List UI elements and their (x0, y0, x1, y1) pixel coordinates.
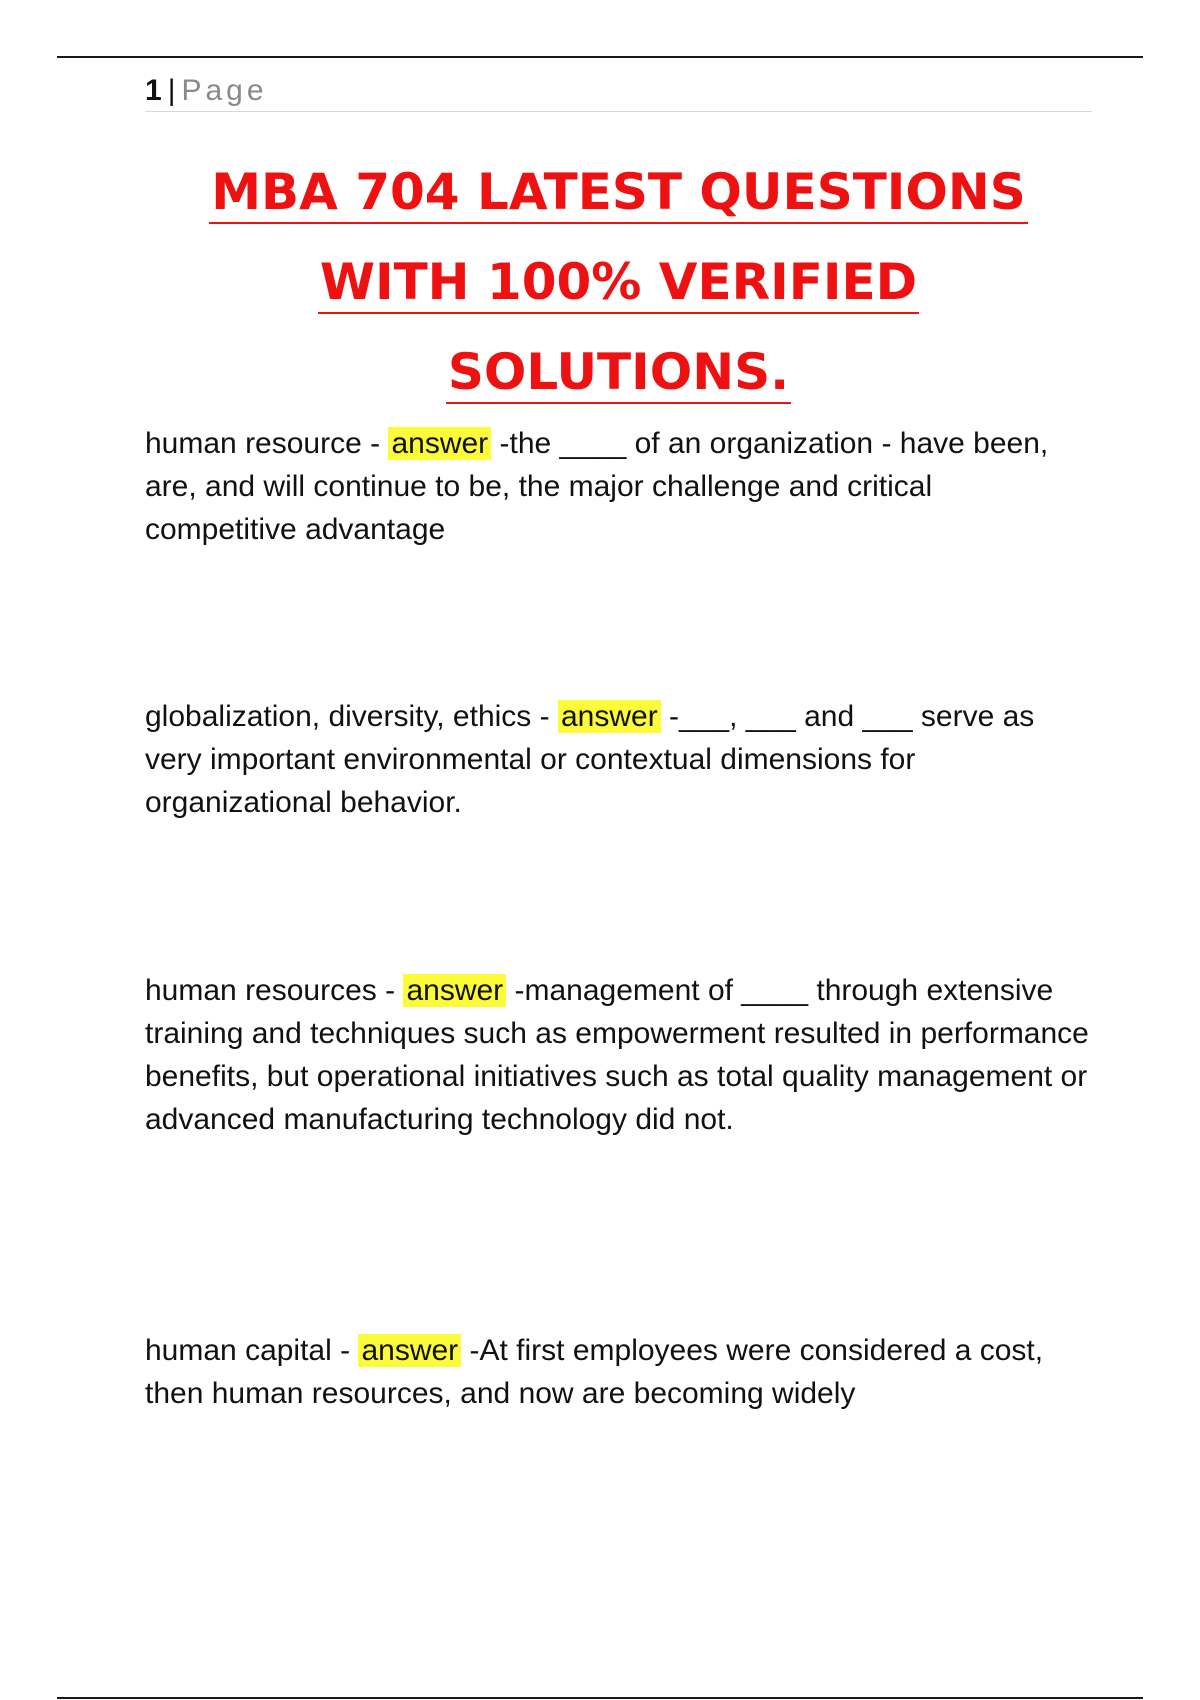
answer-highlight: answer (403, 974, 506, 1007)
top-rule (57, 56, 1143, 58)
bottom-rule (57, 1697, 1143, 1699)
page-header (145, 71, 1092, 112)
qa-entry (145, 422, 1092, 551)
answer-highlight: answer (558, 700, 661, 733)
page-label: Page (181, 74, 268, 107)
answer-highlight: answer (358, 1334, 461, 1367)
entry-term: globalization, diversity, ethics - (145, 700, 558, 733)
title-line-3: SOLUTIONS. (446, 342, 791, 404)
entry-definition: -___, ___ and ___ serve as very important environmental or contextual dimensions for organizational behavior. (145, 700, 1035, 819)
qa-entry (145, 1329, 1092, 1415)
title-line-1: MBA 704 LATEST QUESTIONS (209, 162, 1028, 224)
entry-term: human resources - (145, 974, 404, 1007)
page-number: 1 (145, 74, 162, 107)
page-separator: | (167, 74, 176, 107)
document-title (145, 150, 1092, 420)
answer-highlight: answer (388, 427, 491, 460)
entry-definition: -management of ____ through extensive training and techniques such as empowerment resulted in performance benefits, but operational initiatives such as total quality management or advanced manufacturing technology did not. (145, 974, 1089, 1136)
title-line-2: WITH 100% VERIFIED (318, 252, 919, 314)
qa-entry (145, 969, 1092, 1141)
qa-entry (145, 695, 1092, 824)
entry-definition: -At first employees were considered a cost, then human resources, and now are becoming widely (145, 1334, 1044, 1410)
entry-term: human resource - (145, 427, 389, 460)
entry-definition: -the ____ of an organization - have been, are, and will continue to be, the major challenge and critical competitive advantage (145, 427, 1049, 546)
entry-term: human capital - (145, 1334, 359, 1367)
